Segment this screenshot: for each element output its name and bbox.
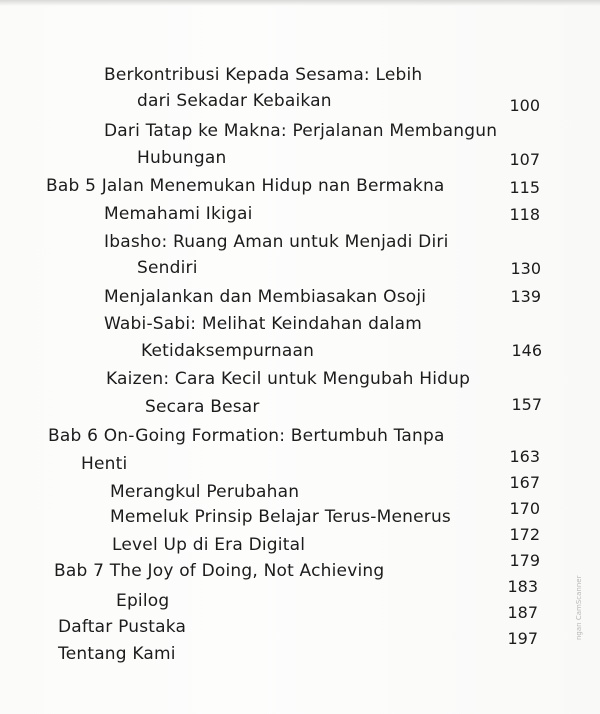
toc-line-daftar-pustaka: Daftar Pustaka	[58, 617, 187, 637]
toc-page-number: 197	[507, 629, 538, 648]
toc-page-number: 115	[509, 178, 540, 197]
toc-page-number: 187	[507, 603, 538, 622]
toc-page-number: 146	[511, 341, 542, 360]
toc-page-number: 183	[507, 577, 538, 596]
toc-line-tatap-1: Dari Tatap ke Makna: Perjalanan Membangun	[104, 121, 498, 141]
toc-line-tatap-2: Hubungan	[137, 148, 227, 168]
toc-page-number: 118	[509, 205, 540, 224]
toc-line-berkontribusi-2: dari Sekadar Kebaikan	[137, 91, 332, 111]
toc-line-bab-6-2: Henti	[81, 454, 128, 474]
page-top-edge	[0, 0, 600, 6]
toc-page-number: 179	[509, 551, 540, 570]
toc-page-number: 163	[509, 447, 540, 466]
toc-line-wabi-sabi-2: Ketidaksempurnaan	[141, 341, 315, 361]
toc-line-osoji: Menjalankan dan Membiasakan Osoji	[104, 287, 427, 307]
toc-line-bab-6-1: Bab 6 On-Going Formation: Bertumbuh Tanpa	[48, 426, 445, 446]
toc-page-number: 139	[510, 287, 541, 306]
toc-line-epilog: Epilog	[116, 591, 170, 611]
toc-line-digital: Level Up di Era Digital	[112, 535, 306, 555]
toc-line-belajar: Memeluk Prinsip Belajar Terus-Menerus	[110, 507, 451, 527]
toc-line-bab-5: Bab 5 Jalan Menemukan Hidup nan Bermakna	[46, 176, 445, 196]
toc-line-kaizen-1: Kaizen: Cara Kecil untuk Mengubah Hidup	[106, 369, 471, 389]
toc-page-number: 172	[509, 525, 540, 544]
toc-line-bab-7: Bab 7 The Joy of Doing, Not Achieving	[54, 561, 385, 581]
toc-line-kaizen-2: Secara Besar	[145, 397, 260, 417]
toc-page-number: 130	[510, 259, 541, 278]
toc-page-number: 167	[509, 473, 540, 492]
toc-page-number: 107	[509, 150, 540, 169]
toc-line-ibasho-1: Ibasho: Ruang Aman untuk Menjadi Diri	[104, 232, 449, 252]
toc-line-ibasho-2: Sendiri	[137, 258, 198, 278]
toc-line-ikigai: Memahami Ikigai	[104, 204, 253, 224]
toc-page-number: 100	[509, 96, 540, 115]
toc-page-number: 157	[511, 395, 542, 414]
toc-line-perubahan: Merangkul Perubahan	[110, 482, 300, 502]
toc-line-wabi-sabi-1: Wabi-Sabi: Melihat Keindahan dalam	[104, 314, 423, 334]
toc-line-tentang-kami: Tentang Kami	[58, 644, 176, 664]
toc-page-number: 170	[509, 499, 540, 518]
toc-line-berkontribusi-1: Berkontribusi Kepada Sesama: Lebih	[104, 65, 423, 85]
scanner-watermark: ngan CamScanner	[575, 575, 583, 640]
